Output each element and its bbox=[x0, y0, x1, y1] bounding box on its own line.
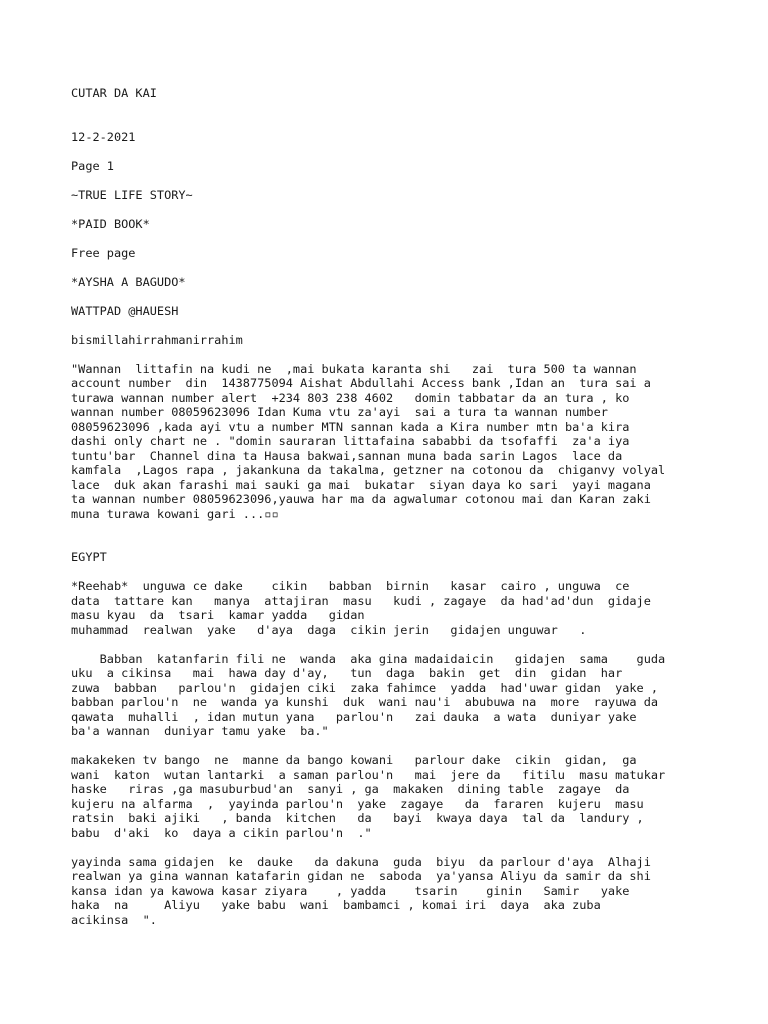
paragraph-line: qawata muhalli , idan mutun yana parlou'n zai dauka a wata duniyar yake bbox=[71, 709, 637, 724]
paragraph-line: makakeken tv bango ne manne da bango kowani parlour dake cikin gidan, ga bbox=[71, 753, 637, 767]
paragraph-line: kujeru na alfarma , yayinda parlou'n yake zagaye da fararen kujeru masu bbox=[71, 796, 644, 811]
wattpad-handle: WATTPAD @HAUESH bbox=[71, 303, 179, 318]
paragraph-line: wani katon wutan lantarki a saman parlou'n mai jere da fitilu masu matukar bbox=[71, 767, 666, 782]
document-date: 12-2-2021 bbox=[71, 129, 136, 144]
notice-line: "Wannan littafin na kudi ne ,mai bukata karanta shi zai tura 500 ta wannan bbox=[71, 361, 637, 376]
paragraph-line: zuwa babban parlou'n gidajen ciki zaka fahimce yadda had'uwar gidan yake , bbox=[71, 680, 659, 695]
paragraph-line: babban parlou'n ne wanda ya kunshi duk wani nau'i abubuwa na more rayuwa da bbox=[71, 695, 659, 709]
paragraph-line: muhammad realwan yake d'aya daga cikin jerin gidajen unguwar . bbox=[71, 622, 587, 637]
paragraph-line: realwan ya gina wannan katafarin gidan ne saboda ya'yansa Aliyu da samir da shi bbox=[71, 869, 651, 883]
paragraph-line: babu d'aki ko daya a cikin parlou'n ." bbox=[71, 825, 372, 840]
story-paragraph-1 bbox=[71, 579, 751, 637]
paragraph-line: data tattare kan manya attajiran masu kudi , zagaye da had'ad'dun gidaje bbox=[71, 593, 651, 608]
notice-line: account number din 1438775094 Aishat Abdullahi Access bank ,Idan an tura sai a bbox=[71, 376, 651, 390]
genre-label: ~TRUE LIFE STORY~ bbox=[71, 187, 193, 202]
notice-line: kamfala ,Lagos rapa , jakankuna da takalma, getzner na cotonou da chiganvy volyal bbox=[71, 463, 666, 477]
paragraph-line: acikinsa ". bbox=[71, 912, 157, 927]
notice-line: turawa wannan number alert +234 803 238 4602 domin tabbatar da an tura , ko bbox=[71, 390, 630, 405]
notice-line: dashi only chart ne . "domin sauraran littafaina sababbi da tsofaffi za'a iya bbox=[71, 434, 630, 448]
book-type-label: *PAID BOOK* bbox=[71, 216, 150, 231]
paragraph-line: haka na Aliyu yake babu wani bambamci , komai iri daya aka zuba bbox=[71, 898, 601, 912]
bismillah-line: bismillahirrahmanirrahim bbox=[71, 332, 243, 347]
notice-line: ta wannan number 08059623096,yauwa har ma da agwalumar cotonou mai dan Karan zaki bbox=[71, 492, 651, 506]
paragraph-line: yayinda sama gidajen ke dauke da dakuna guda biyu da parlour d'aya Alhaji bbox=[71, 854, 651, 869]
free-page-label: Free page bbox=[71, 245, 136, 260]
document-title: CUTAR DA KAI bbox=[71, 86, 157, 100]
paragraph-line: uku a cikinsa mai hawa day d'ay, tun daga bakin get din gidan har bbox=[71, 666, 623, 680]
author-name: *AYSHA A BAGUDO* bbox=[71, 274, 186, 289]
paragraph-line: kansa idan ya kawowa kasar ziyara , yadda tsarin ginin Samir yake bbox=[71, 883, 630, 898]
notice-line: wannan number 08059623096 Idan Kuma vtu za'ayi sai a tura ta wannan number bbox=[71, 405, 608, 419]
notice-line: lace duk akan farashi mai sauki ga mai bukatar siyan daya ko sari yayi magana bbox=[71, 477, 651, 492]
paid-notice-paragraph bbox=[71, 362, 751, 522]
story-paragraph-2 bbox=[71, 652, 751, 739]
section-heading: EGYPT bbox=[71, 550, 107, 564]
paragraph-line: ba'a wannan duniyar tamu yake ba." bbox=[71, 724, 329, 738]
paragraph-line: masu kyau da tsari kamar yadda gidan bbox=[71, 608, 365, 622]
paragraph-line: Babban katanfarin fili ne wanda aka gina madaidaicin gidajen sama guda bbox=[71, 651, 666, 666]
story-paragraph-4 bbox=[71, 855, 751, 928]
document-page bbox=[71, 86, 751, 927]
paragraph-line: ratsin baki ajiki , banda kitchen da bayi kwaya daya tal da landury , bbox=[71, 811, 644, 825]
notice-line: tuntu'bar Channel dina ta Hausa bakwai,sannan muna bada sarin Lagos lace da bbox=[71, 448, 623, 463]
paragraph-line: haske riras ,ga masuburbud'an sanyi , ga makaken dining table zagaye da bbox=[71, 782, 630, 796]
paragraph-line: *Reehab* unguwa ce dake cikin babban birnin kasar cairo , unguwa ce bbox=[71, 579, 630, 593]
notice-line: 08059623096 ,kada ayi vtu a number MTN sannan kada a Kira number mtn ba'a kira bbox=[71, 419, 630, 434]
page-label: Page 1 bbox=[71, 158, 114, 173]
notice-line: muna turawa kowani gari ...▫▫ bbox=[71, 506, 279, 521]
story-paragraph-3 bbox=[71, 753, 751, 840]
